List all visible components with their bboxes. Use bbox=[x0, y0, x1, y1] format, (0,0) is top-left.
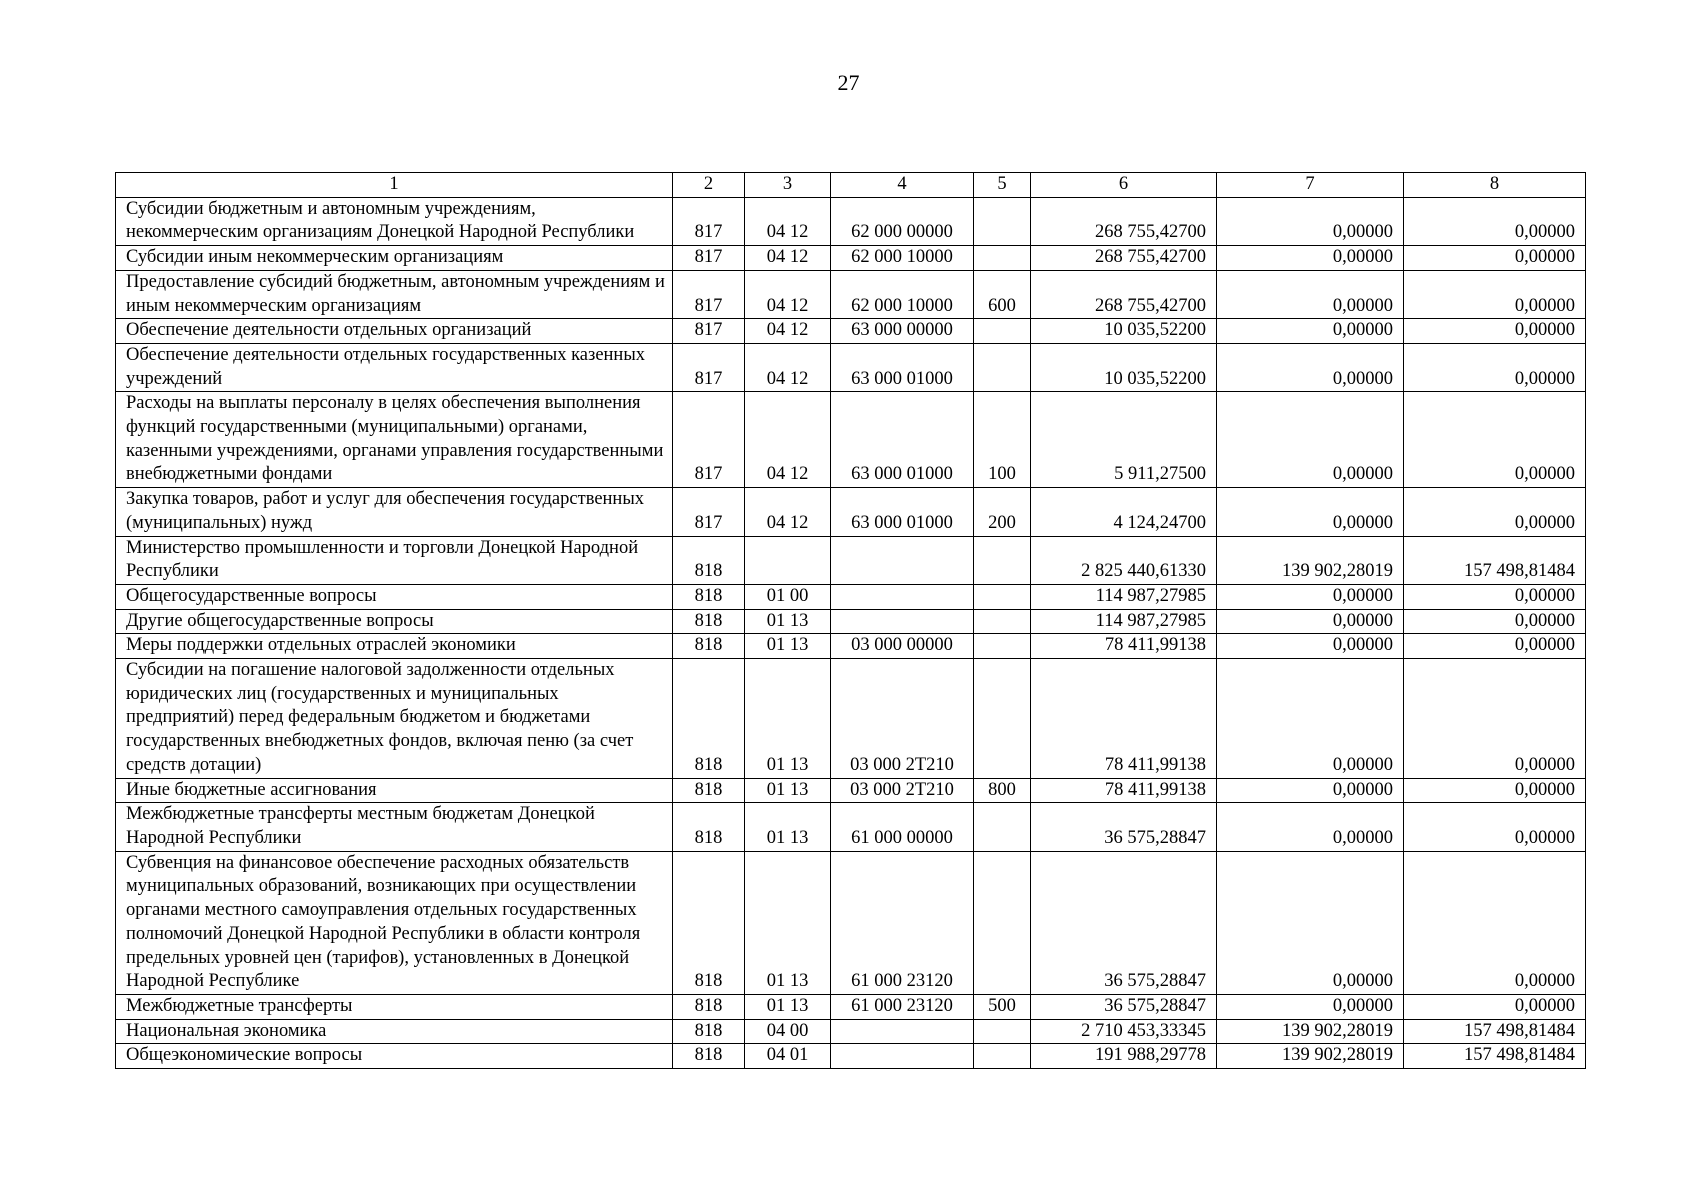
table-row bbox=[116, 1044, 1586, 1069]
amount-col-8: 0,00000 bbox=[1404, 319, 1586, 344]
expense-name: Общегосударственные вопросы bbox=[116, 584, 673, 609]
amount-col-6: 78 411,99138 bbox=[1031, 659, 1217, 779]
target-article-code: 62 000 10000 bbox=[831, 270, 974, 318]
department-code: 818 bbox=[673, 803, 745, 851]
section-code: 01 00 bbox=[745, 584, 831, 609]
department-code: 818 bbox=[673, 634, 745, 659]
target-article-code: 03 000 00000 bbox=[831, 634, 974, 659]
expense-type-code bbox=[974, 197, 1031, 245]
amount-col-8: 0,00000 bbox=[1404, 197, 1586, 245]
page-number: 27 bbox=[837, 70, 860, 95]
table-row bbox=[116, 246, 1586, 271]
amount-col-8: 0,00000 bbox=[1404, 584, 1586, 609]
amount-col-7: 0,00000 bbox=[1217, 197, 1404, 245]
expense-name: Субсидии бюджетным и автономным учреждениям, некоммерческим организациям Донецкой Народной Республики bbox=[116, 197, 673, 245]
expense-name: Субсидии иным некоммерческим организациям bbox=[116, 246, 673, 271]
amount-col-7: 0,00000 bbox=[1217, 488, 1404, 536]
amount-col-6: 268 755,42700 bbox=[1031, 246, 1217, 271]
section-code: 01 13 bbox=[745, 803, 831, 851]
amount-col-6: 36 575,28847 bbox=[1031, 994, 1217, 1019]
target-article-code: 62 000 00000 bbox=[831, 197, 974, 245]
amount-col-7: 0,00000 bbox=[1217, 634, 1404, 659]
table-row bbox=[116, 659, 1586, 779]
amount-col-8: 157 498,81484 bbox=[1404, 1019, 1586, 1044]
amount-col-8: 157 498,81484 bbox=[1404, 1044, 1586, 1069]
section-code bbox=[745, 536, 831, 584]
amount-col-8: 0,00000 bbox=[1404, 246, 1586, 271]
amount-col-8: 0,00000 bbox=[1404, 851, 1586, 994]
amount-col-6: 78 411,99138 bbox=[1031, 634, 1217, 659]
expense-name: Обеспечение деятельности отдельных государственных казенных учреждений bbox=[116, 343, 673, 391]
amount-col-6: 10 035,52200 bbox=[1031, 343, 1217, 391]
expense-type-code bbox=[974, 343, 1031, 391]
amount-col-6: 191 988,29778 bbox=[1031, 1044, 1217, 1069]
expense-name: Предоставление субсидий бюджетным, автономным учреждениям и иным некоммерческим организациям bbox=[116, 270, 673, 318]
amount-col-7: 0,00000 bbox=[1217, 994, 1404, 1019]
column-number: 7 bbox=[1217, 173, 1404, 198]
amount-col-8: 0,00000 bbox=[1404, 994, 1586, 1019]
department-code: 817 bbox=[673, 343, 745, 391]
amount-col-8: 0,00000 bbox=[1404, 392, 1586, 488]
section-code: 04 12 bbox=[745, 392, 831, 488]
department-code: 817 bbox=[673, 392, 745, 488]
department-code: 818 bbox=[673, 994, 745, 1019]
column-number: 2 bbox=[673, 173, 745, 198]
department-code: 818 bbox=[673, 851, 745, 994]
department-code: 817 bbox=[673, 246, 745, 271]
expense-type-code bbox=[974, 851, 1031, 994]
target-article-code bbox=[831, 1044, 974, 1069]
section-code: 01 13 bbox=[745, 609, 831, 634]
expense-type-code: 600 bbox=[974, 270, 1031, 318]
department-code: 817 bbox=[673, 488, 745, 536]
expense-name: Субсидии на погашение налоговой задолженности отдельных юридических лиц (государственных и муниципальных предприятий) перед федеральным бюджетом и бюджетами государственных внебюджетных фондов, включая пеню (за счет средств дотации) bbox=[116, 659, 673, 779]
amount-col-7: 139 902,28019 bbox=[1217, 1019, 1404, 1044]
expense-type-code bbox=[974, 803, 1031, 851]
amount-col-7: 0,00000 bbox=[1217, 319, 1404, 344]
amount-col-6: 36 575,28847 bbox=[1031, 803, 1217, 851]
expense-name: Иные бюджетные ассигнования bbox=[116, 778, 673, 803]
table-row bbox=[116, 1019, 1586, 1044]
department-code: 818 bbox=[673, 536, 745, 584]
amount-col-8: 0,00000 bbox=[1404, 659, 1586, 779]
expense-name: Расходы на выплаты персоналу в целях обеспечения выполнения функций государственными (муниципальными) органами, казенными учреждениями, органами управления государственными внебюджетными фондами bbox=[116, 392, 673, 488]
amount-col-7: 0,00000 bbox=[1217, 343, 1404, 391]
amount-col-7: 139 902,28019 bbox=[1217, 536, 1404, 584]
section-code: 04 12 bbox=[745, 197, 831, 245]
department-code: 818 bbox=[673, 1019, 745, 1044]
section-code: 01 13 bbox=[745, 778, 831, 803]
expense-type-code bbox=[974, 634, 1031, 659]
column-number-row bbox=[116, 173, 1586, 198]
amount-col-6: 4 124,24700 bbox=[1031, 488, 1217, 536]
table-body bbox=[116, 173, 1586, 1069]
expense-type-code bbox=[974, 1044, 1031, 1069]
department-code: 818 bbox=[673, 609, 745, 634]
budget-table bbox=[115, 172, 1586, 1069]
table-row bbox=[116, 319, 1586, 344]
expense-name: Закупка товаров, работ и услуг для обеспечения государственных (муниципальных) нужд bbox=[116, 488, 673, 536]
target-article-code bbox=[831, 1019, 974, 1044]
amount-col-7: 0,00000 bbox=[1217, 609, 1404, 634]
table-row bbox=[116, 343, 1586, 391]
amount-col-6: 10 035,52200 bbox=[1031, 319, 1217, 344]
amount-col-6: 114 987,27985 bbox=[1031, 609, 1217, 634]
table-row bbox=[116, 488, 1586, 536]
section-code: 04 12 bbox=[745, 488, 831, 536]
amount-col-8: 0,00000 bbox=[1404, 778, 1586, 803]
table-row bbox=[116, 197, 1586, 245]
amount-col-7: 0,00000 bbox=[1217, 246, 1404, 271]
table-row bbox=[116, 778, 1586, 803]
table-row bbox=[116, 584, 1586, 609]
section-code: 04 00 bbox=[745, 1019, 831, 1044]
table-row bbox=[116, 634, 1586, 659]
amount-col-6: 5 911,27500 bbox=[1031, 392, 1217, 488]
expense-type-code: 100 bbox=[974, 392, 1031, 488]
expense-name: Национальная экономика bbox=[116, 1019, 673, 1044]
section-code: 01 13 bbox=[745, 994, 831, 1019]
amount-col-8: 0,00000 bbox=[1404, 803, 1586, 851]
department-code: 817 bbox=[673, 197, 745, 245]
expense-type-code: 200 bbox=[974, 488, 1031, 536]
amount-col-6: 36 575,28847 bbox=[1031, 851, 1217, 994]
amount-col-8: 0,00000 bbox=[1404, 634, 1586, 659]
target-article-code: 61 000 23120 bbox=[831, 994, 974, 1019]
amount-col-7: 139 902,28019 bbox=[1217, 1044, 1404, 1069]
department-code: 817 bbox=[673, 270, 745, 318]
amount-col-6: 268 755,42700 bbox=[1031, 197, 1217, 245]
department-code: 818 bbox=[673, 1044, 745, 1069]
target-article-code bbox=[831, 584, 974, 609]
table-row bbox=[116, 536, 1586, 584]
target-article-code: 63 000 01000 bbox=[831, 392, 974, 488]
expense-name: Межбюджетные трансферты местным бюджетам Донецкой Народной Республики bbox=[116, 803, 673, 851]
section-code: 04 12 bbox=[745, 319, 831, 344]
section-code: 01 13 bbox=[745, 851, 831, 994]
column-number: 5 bbox=[974, 173, 1031, 198]
expense-type-code: 800 bbox=[974, 778, 1031, 803]
section-code: 01 13 bbox=[745, 634, 831, 659]
expense-type-code: 500 bbox=[974, 994, 1031, 1019]
expense-name: Другие общегосударственные вопросы bbox=[116, 609, 673, 634]
column-number: 6 bbox=[1031, 173, 1217, 198]
department-code: 818 bbox=[673, 584, 745, 609]
table-row bbox=[116, 803, 1586, 851]
table-row bbox=[116, 851, 1586, 994]
target-article-code: 63 000 00000 bbox=[831, 319, 974, 344]
amount-col-8: 0,00000 bbox=[1404, 270, 1586, 318]
amount-col-8: 0,00000 bbox=[1404, 343, 1586, 391]
expense-name: Общеэкономические вопросы bbox=[116, 1044, 673, 1069]
amount-col-7: 0,00000 bbox=[1217, 584, 1404, 609]
expense-type-code bbox=[974, 319, 1031, 344]
amount-col-6: 78 411,99138 bbox=[1031, 778, 1217, 803]
target-article-code: 62 000 10000 bbox=[831, 246, 974, 271]
expense-type-code bbox=[974, 659, 1031, 779]
target-article-code bbox=[831, 536, 974, 584]
table-row bbox=[116, 609, 1586, 634]
column-number: 1 bbox=[116, 173, 673, 198]
section-code: 04 01 bbox=[745, 1044, 831, 1069]
target-article-code: 03 000 2Т210 bbox=[831, 778, 974, 803]
section-code: 01 13 bbox=[745, 659, 831, 779]
section-code: 04 12 bbox=[745, 343, 831, 391]
amount-col-7: 0,00000 bbox=[1217, 392, 1404, 488]
expense-name: Межбюджетные трансферты bbox=[116, 994, 673, 1019]
amount-col-6: 114 987,27985 bbox=[1031, 584, 1217, 609]
section-code: 04 12 bbox=[745, 246, 831, 271]
target-article-code: 03 000 2Т210 bbox=[831, 659, 974, 779]
target-article-code: 61 000 00000 bbox=[831, 803, 974, 851]
department-code: 818 bbox=[673, 778, 745, 803]
table-row bbox=[116, 392, 1586, 488]
amount-col-8: 0,00000 bbox=[1404, 609, 1586, 634]
table-row bbox=[116, 994, 1586, 1019]
amount-col-8: 0,00000 bbox=[1404, 488, 1586, 536]
expense-name: Субвенция на финансовое обеспечение расходных обязательств муниципальных образований, возникающих при осуществлении органами местного самоуправления отдельных государственных полномочий Донецкой Народной Республики в области контроля предельных уровней цен (тарифов), установленных в Донецкой Народной Республике bbox=[116, 851, 673, 994]
expense-type-code bbox=[974, 584, 1031, 609]
amount-col-6: 2 710 453,33345 bbox=[1031, 1019, 1217, 1044]
expense-type-code bbox=[974, 1019, 1031, 1044]
expense-name: Министерство промышленности и торговли Донецкой Народной Республики bbox=[116, 536, 673, 584]
amount-col-6: 268 755,42700 bbox=[1031, 270, 1217, 318]
column-number: 4 bbox=[831, 173, 974, 198]
column-number: 3 bbox=[745, 173, 831, 198]
department-code: 818 bbox=[673, 659, 745, 779]
expense-type-code bbox=[974, 536, 1031, 584]
target-article-code: 63 000 01000 bbox=[831, 488, 974, 536]
target-article-code bbox=[831, 609, 974, 634]
amount-col-7: 0,00000 bbox=[1217, 803, 1404, 851]
expense-type-code bbox=[974, 246, 1031, 271]
target-article-code: 61 000 23120 bbox=[831, 851, 974, 994]
amount-col-7: 0,00000 bbox=[1217, 270, 1404, 318]
department-code: 817 bbox=[673, 319, 745, 344]
expense-type-code bbox=[974, 609, 1031, 634]
target-article-code: 63 000 01000 bbox=[831, 343, 974, 391]
amount-col-7: 0,00000 bbox=[1217, 659, 1404, 779]
amount-col-7: 0,00000 bbox=[1217, 851, 1404, 994]
column-number: 8 bbox=[1404, 173, 1586, 198]
amount-col-8: 157 498,81484 bbox=[1404, 536, 1586, 584]
table-row bbox=[116, 270, 1586, 318]
amount-col-6: 2 825 440,61330 bbox=[1031, 536, 1217, 584]
expense-name: Обеспечение деятельности отдельных организаций bbox=[116, 319, 673, 344]
section-code: 04 12 bbox=[745, 270, 831, 318]
amount-col-7: 0,00000 bbox=[1217, 778, 1404, 803]
expense-name: Меры поддержки отдельных отраслей экономики bbox=[116, 634, 673, 659]
